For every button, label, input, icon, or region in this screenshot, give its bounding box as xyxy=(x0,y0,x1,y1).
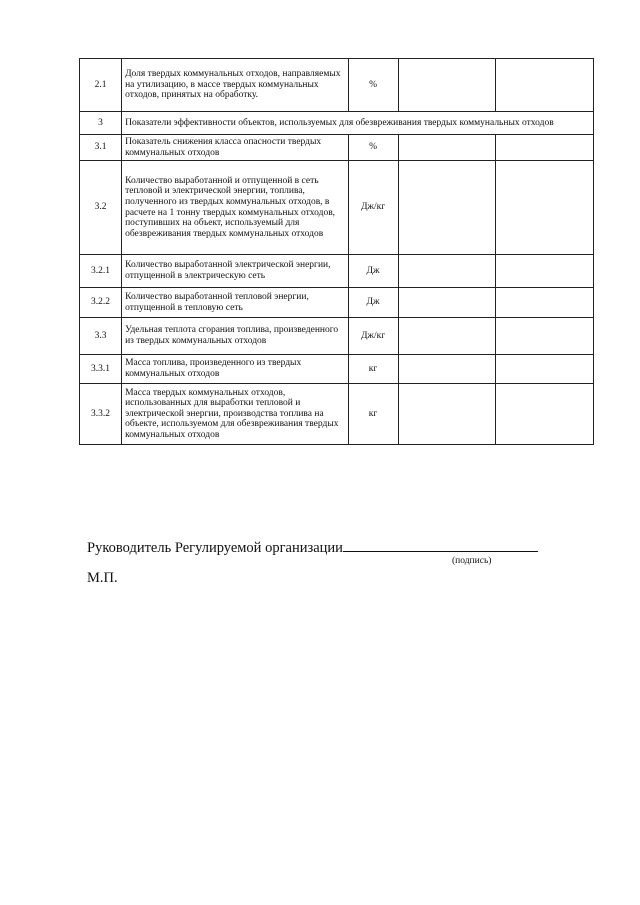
row-number: 3.1 xyxy=(80,135,122,161)
value-cell xyxy=(495,161,593,255)
row-description: Масса топлива, произведенного из твердых коммунальных отходов xyxy=(122,355,348,384)
row-unit: % xyxy=(348,59,398,112)
value-cell xyxy=(398,318,495,355)
signature-caption: (подпись) xyxy=(452,556,492,566)
row-unit: кг xyxy=(348,355,398,384)
indicators-table xyxy=(79,58,594,445)
signature-blank xyxy=(343,537,538,552)
value-cell xyxy=(495,318,593,355)
value-cell xyxy=(495,255,593,288)
row-description: Количество выработанной электрической энергии, отпущенной в электрическую сеть xyxy=(122,255,348,288)
table-row xyxy=(80,59,594,112)
row-description: Количество выработанной и отпущенной в сеть тепловой и электрической энергии, топлива, полученного из твердых коммунальных отходов, в расчете на 1 тонну твердых коммунальных отходов, поступивших на объект, используемый для обезвреживания твердых коммунальных отходов xyxy=(122,161,348,255)
row-number: 3.3 xyxy=(80,318,122,355)
table-row xyxy=(80,318,594,355)
value-cell xyxy=(398,161,495,255)
value-cell xyxy=(398,255,495,288)
value-cell xyxy=(398,135,495,161)
row-unit: Дж xyxy=(348,255,398,288)
value-cell xyxy=(495,384,593,445)
row-description: Показатели эффективности объектов, используемых для обезвреживания твердых коммунальных отходов xyxy=(122,112,594,135)
table-row xyxy=(80,255,594,288)
row-description: Количество выработанной тепловой энергии, отпущенной в тепловую сеть xyxy=(122,288,348,318)
value-cell xyxy=(398,288,495,318)
table-row xyxy=(80,384,594,445)
value-cell xyxy=(398,355,495,384)
value-cell xyxy=(495,355,593,384)
table-row xyxy=(80,161,594,255)
value-cell xyxy=(495,59,593,112)
table-row xyxy=(80,135,594,161)
signature-label: Руководитель Регулируемой организации xyxy=(87,540,343,556)
row-unit: Дж xyxy=(348,288,398,318)
row-unit: кг xyxy=(348,384,398,445)
value-cell xyxy=(495,135,593,161)
value-cell xyxy=(495,288,593,318)
value-cell xyxy=(398,59,495,112)
row-description: Удельная теплота сгорания топлива, произведенного из твердых коммунальных отходов xyxy=(122,318,348,355)
table-row xyxy=(80,288,594,318)
table-row xyxy=(80,112,594,135)
row-unit: Дж/кг xyxy=(348,161,398,255)
table-row xyxy=(80,355,594,384)
row-description: Показатель снижения класса опасности твердых коммунальных отходов xyxy=(122,135,348,161)
row-number: 3.3.1 xyxy=(80,355,122,384)
row-number: 3.2.1 xyxy=(80,255,122,288)
row-description: Доля твердых коммунальных отходов, направляемых на утилизацию, в массе твердых коммунальных отходов, принятых на обработку. xyxy=(122,59,348,112)
row-number: 3.2.2 xyxy=(80,288,122,318)
row-unit: % xyxy=(348,135,398,161)
row-number: 2.1 xyxy=(80,59,122,112)
row-number: 3 xyxy=(80,112,122,135)
row-unit: Дж/кг xyxy=(348,318,398,355)
row-description: Масса твердых коммунальных отходов, использованных для выработки тепловой и электрической энергии, производства топлива на объекте, используемом для обезвреживания твердых коммунальных отходов xyxy=(122,384,348,445)
row-number: 3.3.2 xyxy=(80,384,122,445)
stamp-label: М.П. xyxy=(87,570,118,586)
signature-line xyxy=(87,537,538,557)
indicators-table-body xyxy=(80,59,594,445)
value-cell xyxy=(398,384,495,445)
row-number: 3.2 xyxy=(80,161,122,255)
